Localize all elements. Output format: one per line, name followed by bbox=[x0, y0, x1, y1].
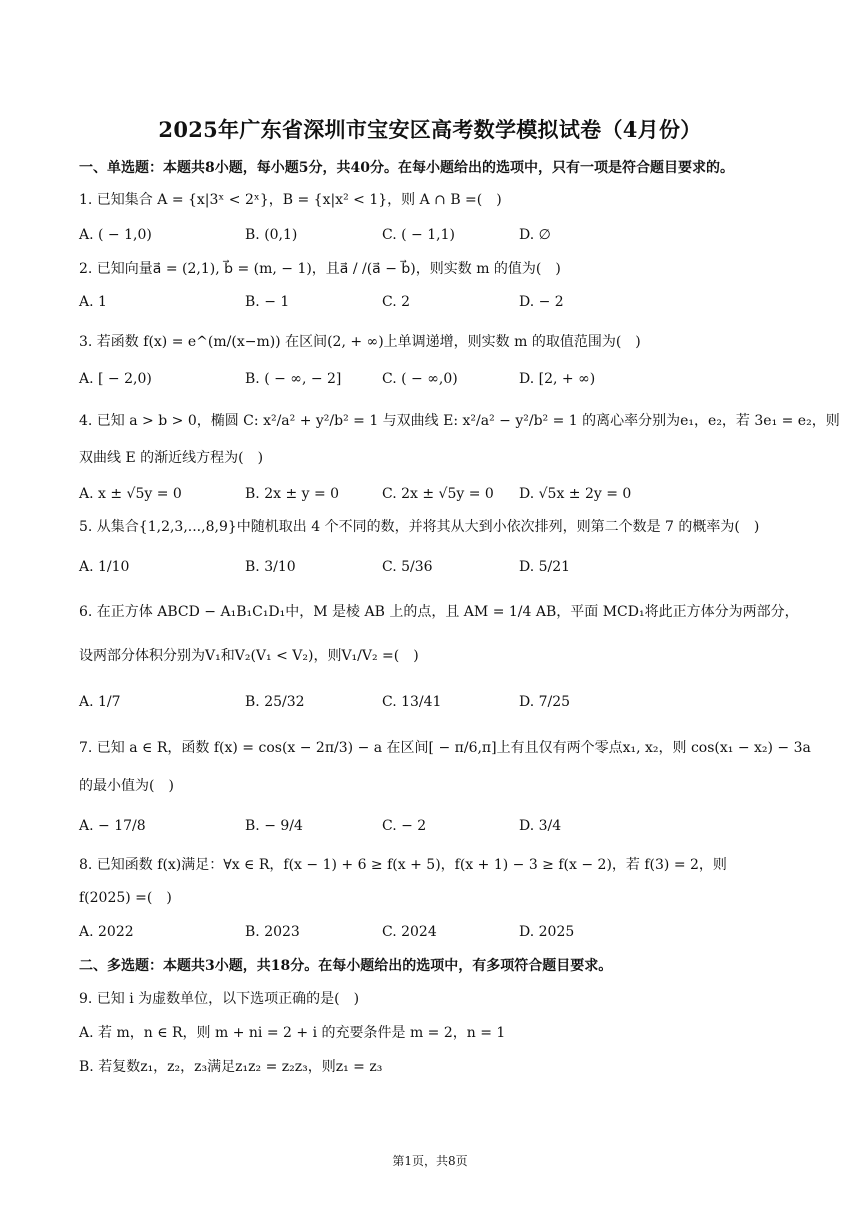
question-4-option-d: D. √5x ± 2y = 0 bbox=[519, 486, 632, 502]
question-3-stem: 3. 若函数 f(x) = e^(m/(x−m)) 在区间(2, + ∞)上单调递增，则实数 m 的取值范围为( ) bbox=[79, 334, 641, 350]
question-1-option-b: B. (0,1) bbox=[245, 227, 298, 243]
question-4-stem-line1: 4. 已知 a > b > 0，椭圆 C: x²/a² + y²/b² = 1 与双曲线 E: x²/a² − y²/b² = 1 的离心率分别为e₁，e₂，若 3e₁ = e₂，则 bbox=[79, 413, 840, 429]
question-2-option-a: A. 1 bbox=[79, 294, 107, 310]
question-8-option-a: A. 2022 bbox=[79, 924, 134, 940]
question-8-stem-line2: f(2025) =( ) bbox=[79, 890, 172, 906]
question-4-stem-line2: 双曲线 E 的渐近线方程为( ) bbox=[79, 450, 264, 466]
question-3-option-c: C. ( − ∞,0) bbox=[382, 371, 458, 387]
question-8-option-c: C. 2024 bbox=[382, 924, 437, 940]
question-7-stem-line1: 7. 已知 a ∈ R，函数 f(x) = cos(x − 2π/3) − a 在区间[ − π/6,π]上有且仅有两个零点x₁, x₂，则 cos(x₁ − x₂) − 3a bbox=[79, 740, 811, 756]
question-6-stem-line1: 6. 在正方体 ABCD − A₁B₁C₁D₁中，M 是棱 AB 上的点，且 AM = 1/4 AB，平面 MCD₁将此正方体分为两部分， bbox=[79, 604, 799, 620]
question-5-option-b: B. 3/10 bbox=[245, 559, 296, 575]
question-5-option-a: A. 1/10 bbox=[79, 559, 130, 575]
question-3-option-d: D. [2, + ∞) bbox=[519, 371, 596, 387]
question-9-option-a: A. 若 m，n ∈ R，则 m + ni = 2 + i 的充要条件是 m = 2，n = 1 bbox=[79, 1025, 506, 1041]
question-6-stem-line2: 设两部分体积分别为V₁和V₂(V₁ < V₂)，则V₁/V₂ =( ) bbox=[79, 648, 419, 664]
question-4-option-c: C. 2x ± √5y = 0 bbox=[382, 486, 494, 502]
question-6-option-a: A. 1/7 bbox=[79, 694, 121, 710]
question-6-option-b: B. 25/32 bbox=[245, 694, 305, 710]
question-4-option-b: B. 2x ± y = 0 bbox=[245, 486, 340, 502]
question-8-stem-line1: 8. 已知函数 f(x)满足：∀x ∈ R，f(x − 1) + 6 ≥ f(x + 5)，f(x + 1) − 3 ≥ f(x − 2)，若 f(3) = 2，则 bbox=[79, 857, 727, 873]
section-multi-choice-header: 二、多选题：本题共3小题，共18分。在每小题给出的选项中，有多项符合题目要求。 bbox=[79, 958, 613, 974]
question-2-stem: 2. 已知向量a⃗ = (2,1), b⃗ = (m, − 1)，且a⃗ / /(a⃗ − b⃗)，则实数 m 的值为( ) bbox=[79, 261, 561, 277]
page-title: 2025年广东省深圳市宝安区高考数学模拟试卷（4月份） bbox=[158, 117, 702, 142]
question-7-option-b: B. − 9/4 bbox=[245, 818, 303, 834]
question-6-option-d: D. 7/25 bbox=[519, 694, 571, 710]
question-2-option-d: D. − 2 bbox=[519, 294, 564, 310]
question-7-stem-line2: 的最小值为( ) bbox=[79, 778, 174, 794]
question-9-stem: 9. 已知 i 为虚数单位，以下选项正确的是( ) bbox=[79, 991, 360, 1007]
question-5-stem: 5. 从集合{1,2,3,...,8,9}中随机取出 4 个不同的数，并将其从大到小依次排列，则第二个数是 7 的概率为( ) bbox=[79, 519, 760, 535]
question-3-option-b: B. ( − ∞, − 2] bbox=[245, 371, 342, 387]
question-5-option-d: D. 5/21 bbox=[519, 559, 571, 575]
section-single-choice-header: 一、单选题：本题共8小题，每小题5分，共40分。在每小题给出的选项中，只有一项是符合题目要求的。 bbox=[79, 160, 734, 176]
question-8-option-b: B. 2023 bbox=[245, 924, 300, 940]
question-3-option-a: A. [ − 2,0) bbox=[79, 371, 152, 387]
question-4-option-a: A. x ± √5y = 0 bbox=[79, 486, 182, 502]
question-6-option-c: C. 13/41 bbox=[382, 694, 442, 710]
question-2-option-c: C. 2 bbox=[382, 294, 411, 310]
question-1-option-c: C. ( − 1,1) bbox=[382, 227, 455, 243]
question-1-option-d: D. ∅ bbox=[519, 227, 551, 243]
question-1-stem: 1. 已知集合 A = {x|3ˣ < 2ˣ}，B = {x|x² < 1}，则 A ∩ B =( ) bbox=[79, 192, 502, 208]
question-7-option-c: C. − 2 bbox=[382, 818, 427, 834]
question-9-option-b: B. 若复数z₁，z₂，z₃满足z₁z₂ = z₂z₃，则z₁ = z₃ bbox=[79, 1059, 383, 1075]
page-footer: 第1页，共8页 bbox=[392, 1154, 468, 1168]
question-7-option-d: D. 3/4 bbox=[519, 818, 562, 834]
question-8-option-d: D. 2025 bbox=[519, 924, 575, 940]
question-2-option-b: B. − 1 bbox=[245, 294, 290, 310]
question-7-option-a: A. − 17/8 bbox=[79, 818, 146, 834]
question-5-option-c: C. 5/36 bbox=[382, 559, 433, 575]
question-1-option-a: A. ( − 1,0) bbox=[79, 227, 152, 243]
